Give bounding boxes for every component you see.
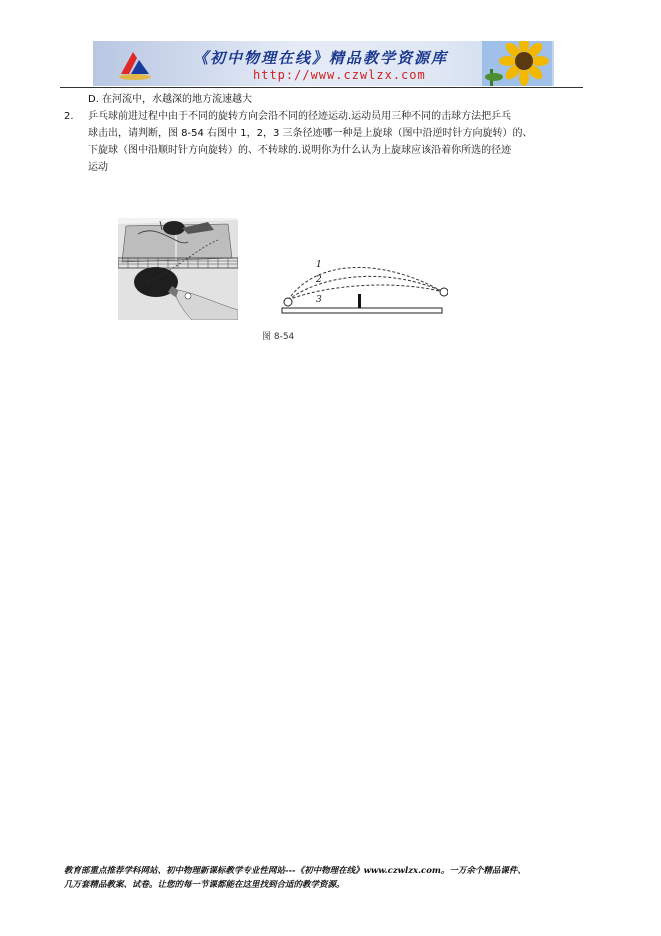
question-number: 2.: [64, 111, 74, 122]
footer-line-1: 教育部重点推荐学科网站、初中物理新课标教学专业性网站---《初中物理在线》www.czwlzx.com。一万余个精品课件、: [64, 866, 526, 876]
trajectory-1: [288, 267, 443, 300]
banner-title: 《初中物理在线》精品教学资源库: [193, 49, 449, 67]
banner-url: http://www.czwlzx.com: [253, 68, 426, 82]
option-d: D. 在河流中，水越深的地方流速越大: [88, 94, 253, 105]
path-label-1: 1: [316, 260, 322, 270]
question-line-3: 下旋球（图中沿顺时针方向旋转）的、不转球的.说明你为什么认为上旋球应该沿着你所选的径迹: [88, 145, 512, 156]
trajectory-2: [288, 276, 443, 300]
ball-start: [284, 298, 292, 306]
path-label-2: 2: [316, 275, 322, 285]
trajectory-diagram: [278, 250, 448, 316]
path-label-3: 3: [316, 295, 322, 305]
site-logo-icon: [115, 44, 155, 84]
question-line-4: 运动: [88, 162, 108, 173]
ball-end: [440, 288, 448, 296]
header-banner: [93, 41, 554, 86]
header-divider: [60, 87, 583, 88]
sunflower-icon: [482, 41, 552, 86]
figure-caption: 图 8-54: [262, 332, 295, 342]
question-line-2: 球击出，请判断，图 8-54 右图中 1，2，3 三条径迹哪一种是上旋球（图中沿逆时针方向旋转）的、: [88, 128, 533, 139]
table-tennis-photo: [118, 218, 238, 320]
footer-line-2: 几万套精品教案、试卷。让您的每一节课都能在这里找到合适的教学资源。: [64, 880, 345, 890]
question-line-1: 乒乓球前进过程中由于不同的旋转方向会沿不同的径迹运动.运动员用三种不同的击球方法把乒乓: [88, 111, 512, 122]
